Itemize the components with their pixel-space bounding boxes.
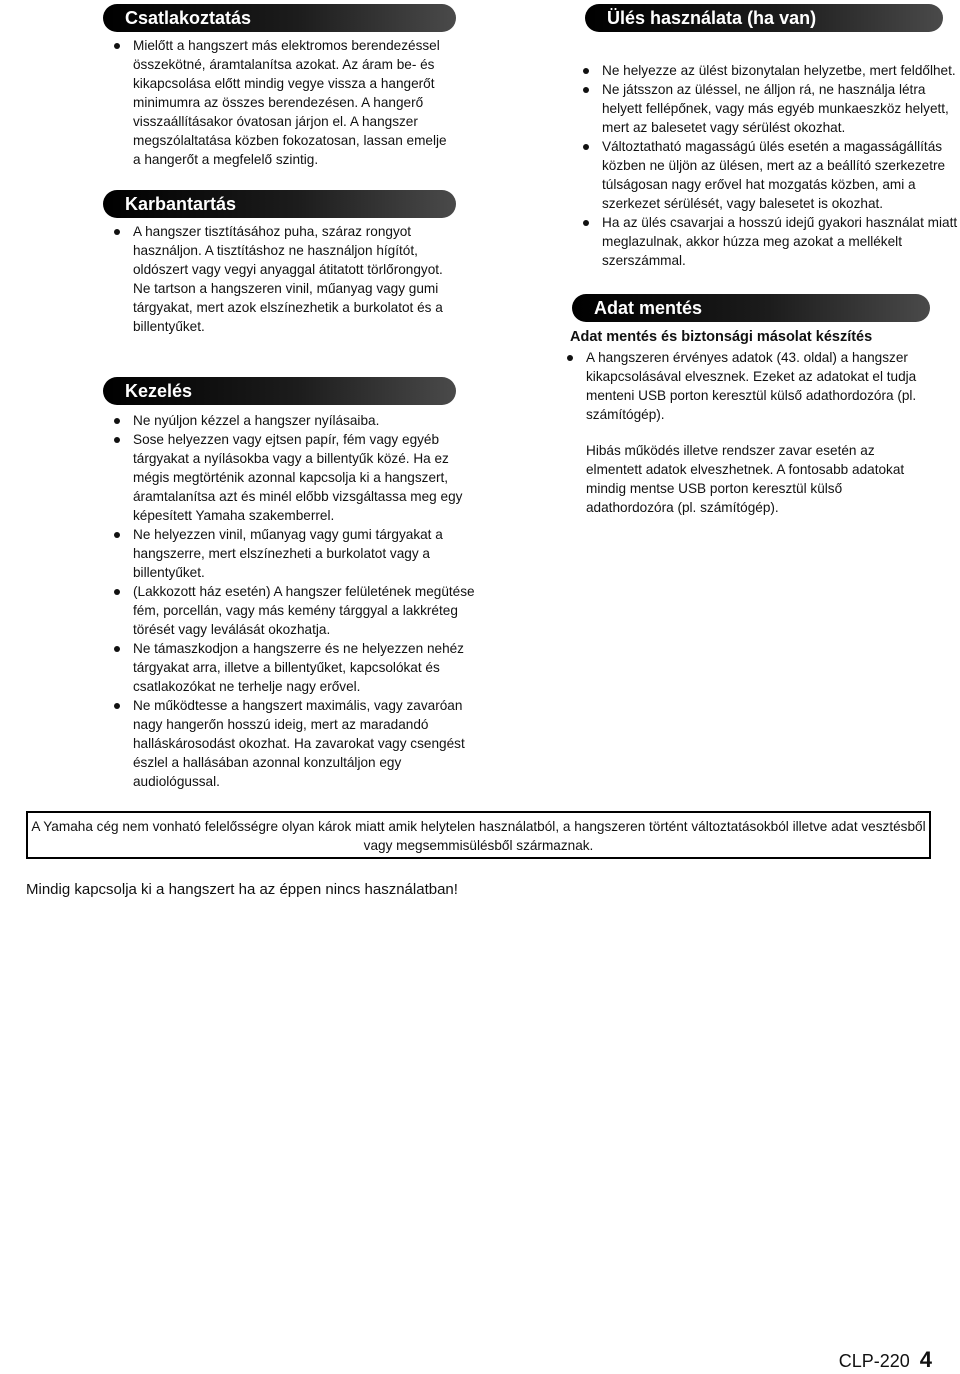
adat-header: [572, 294, 930, 322]
list-item: Ne játsszon az üléssel, ne álljon rá, ne használja létra helyett fellépőnek, vagy más egyéb munkaeszköz helyett, mert az balesetet vagy sérülést okozhat.: [582, 80, 960, 137]
kezeles-list: [113, 411, 488, 791]
list-item: Ne nyúljon kézzel a hangszer nyílásaiba.: [113, 411, 488, 430]
ules-title: Ülés használata (ha van): [607, 8, 817, 28]
list-item: Mielőtt a hangszert más elektromos berendezéssel összekötné, áramtalanítsa azokat. Az áram be- és kikapcsolása előtt mindig vegye vissza a hangerőt minimumra az összes berendezésen. A hangerő visszaállításakor óvatosan járjon el. A hangszer megszólaltatása közben fokozatosan, lassan emelje a hangerőt a megfelelő szintig.: [113, 36, 453, 169]
list-item: Ne helyezzen vinil, műanyag vagy gumi tárgyakat a hangszerre, mert elszínezheti a burkolatot vagy a billentyűket.: [113, 525, 488, 582]
karbantartas-list: [113, 222, 453, 336]
karbantartas-header: [103, 190, 456, 218]
csatlakoztatas-list: [113, 36, 453, 169]
adat-list: [566, 348, 926, 424]
list-item: Ne támaszkodjon a hangszerre és ne helyezzen nehéz tárgyakat arra, illetve a billentyűket, kapcsolókat és csatlakozókat ne terhelje nagy erővel.: [113, 639, 488, 696]
list-item: Ne működtesse a hangszert maximális, vagy zavaróan nagy hangerőn hosszú ideig, mert az maradandó halláskárosodást okozhat. Ha zavarokat vagy csengést észlel a hallásában azonnal konzultáljon egy audiológussal.: [113, 696, 488, 791]
list-item: (Lakkozott ház esetén) A hangszer felületének megütése fém, porcellán, vagy más kemény tárggyal a lakkréteg törését vagy leválását okozhatja.: [113, 582, 488, 639]
list-item: Sose helyezzen vagy ejtsen papír, fém vagy egyéb tárgyakat a nyílásokba vagy a billentyűk közé. Ha ez mégis megtörténik azonnal kapcsolja ki a hangszert, áramtalanítsa azt és minél előbb vizsgáltassa meg egy képesített Yamaha szakemberrel.: [113, 430, 488, 525]
page-number: 4: [919, 1347, 932, 1372]
adat-subtitle: Adat mentés és biztonsági másolat készítés: [570, 329, 873, 345]
disclaimer-box: [26, 811, 931, 859]
ules-header: [585, 4, 943, 32]
adat-note: Hibás működés illetve rendszer zavar esetén az elmentett adatok elveszhetnek. A fontosabb adatokat mindig mentse USB porton keresztül külső adathordozóra (pl. számítógép).: [586, 443, 905, 515]
list-item: A hangszeren érvényes adatok (43. oldal) a hangszer kikapcsolásával elvesznek. Ezeket az adatokat el tudja menteni USB porton keresztül külső adathordozóra (pl. számítógép).: [566, 348, 926, 424]
model-name: CLP-220: [838, 1351, 910, 1371]
adat-title: Adat mentés: [594, 298, 703, 318]
disclaimer-text: A Yamaha cég nem vonható felelősségre olyan károk miatt amik helytelen használatból, a hangszeren történt változtatásokból illetve adat vesztésből vagy megsemmisülésből származnak.: [31, 819, 926, 853]
csatlakoztatas-header: [103, 4, 456, 32]
kezeles-title: Kezelés: [125, 381, 193, 401]
list-item: Ne helyezze az ülést bizonytalan helyzetbe, mert feldőlhet.: [582, 61, 960, 80]
csatlakoztatas-title: Csatlakoztatás: [125, 8, 252, 28]
karbantartas-title: Karbantartás: [125, 194, 237, 214]
list-item: Ha az ülés csavarjai a hosszú idejű gyakori használat miatt meglazulnak, akkor húzza meg azokat a mellékelt szerszámmal.: [582, 213, 960, 270]
ules-list: [582, 61, 960, 270]
kezeles-header: [103, 377, 456, 405]
page-label: [838, 1347, 932, 1372]
footer-note: Mindig kapcsolja ki a hangszert ha az éppen nincs használatban!: [26, 881, 458, 898]
list-item: A hangszer tisztításához puha, száraz rongyot használjon. A tisztításhoz ne használjon hígítót, oldószert vagy vegyi anyaggal átitatott törlőrongyot. Ne tartson a hangszeren vinil, műanyag vagy gumi tárgyakat, mert azok elszínezhetik a burkolatot és a billentyűket.: [113, 222, 453, 336]
list-item: Változtatható magasságú ülés esetén a magasságállítás közben ne üljön az ülésen, mert az a beállító szerkezetre túlságosan nagy erővel hat mozgatás közben, ami a szerkezet sérülését, vagy balesetet is okozhat.: [582, 137, 960, 213]
